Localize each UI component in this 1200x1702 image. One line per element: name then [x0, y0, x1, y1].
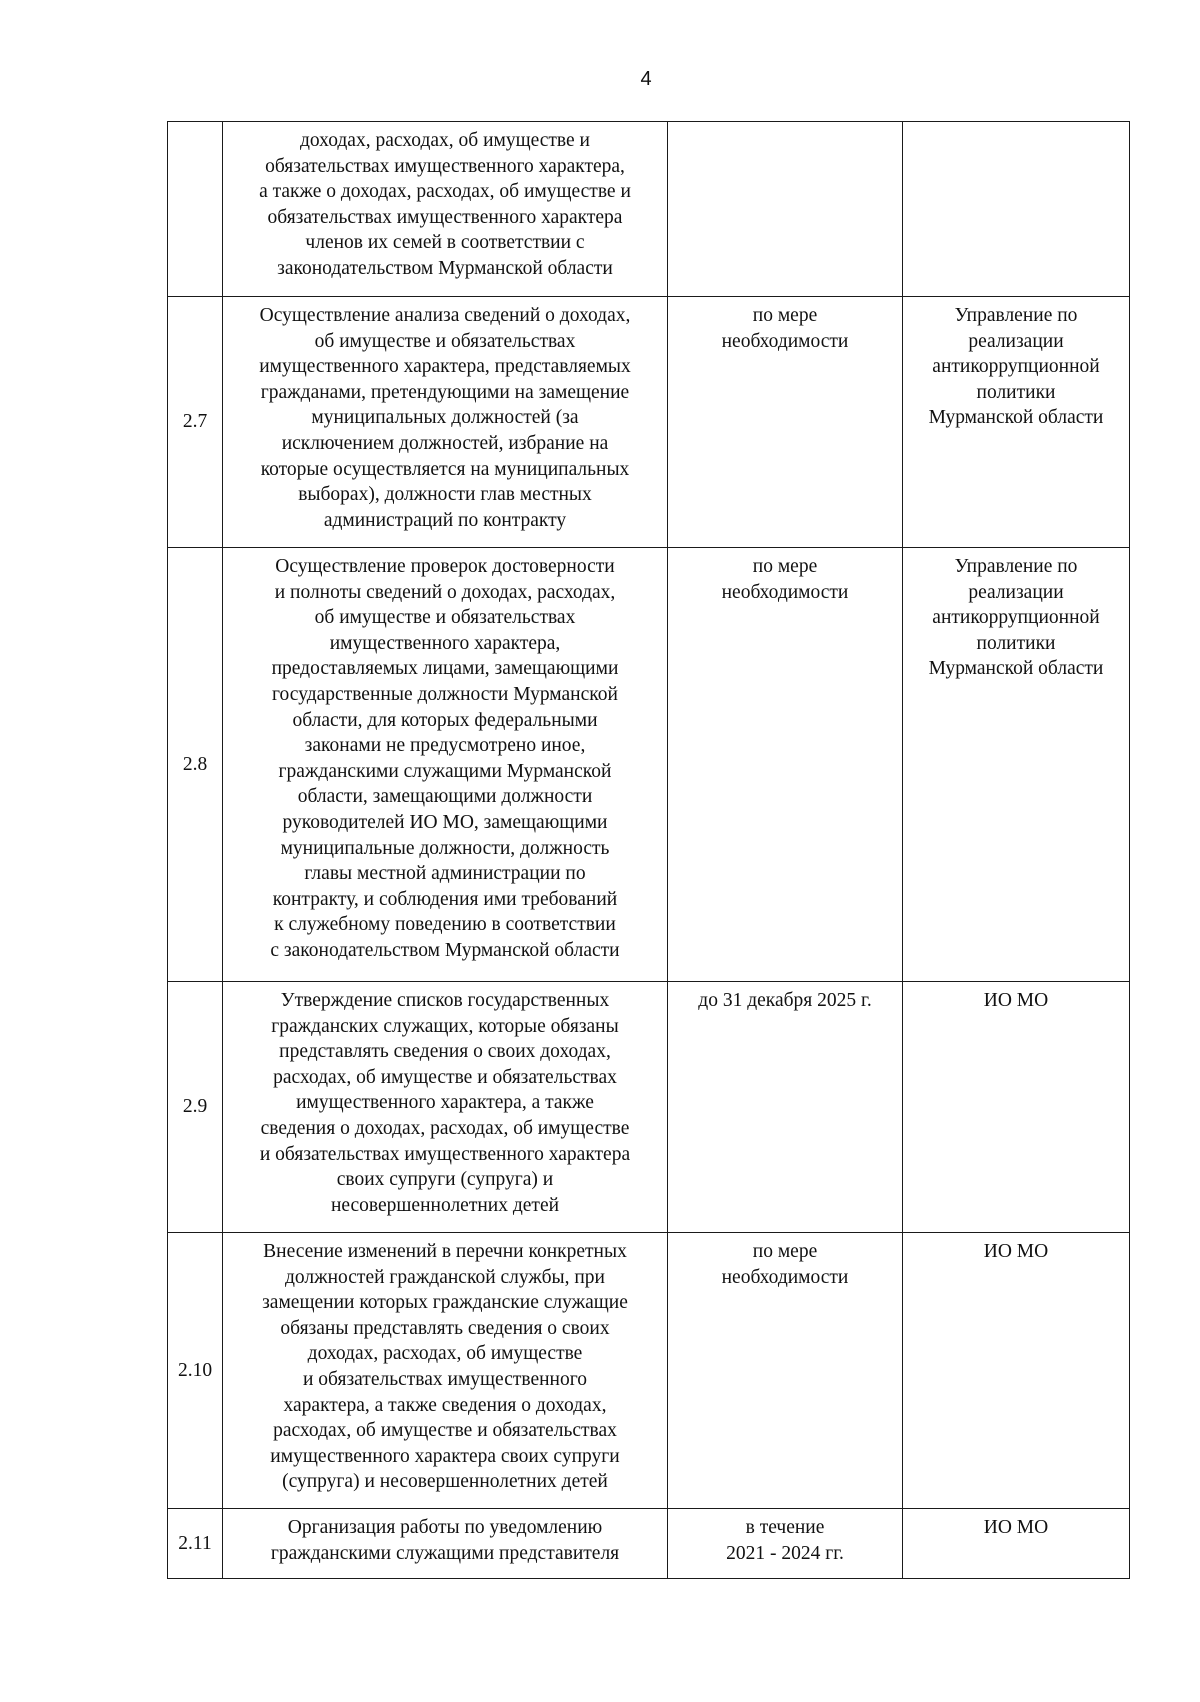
term-cell — [668, 122, 903, 297]
term-text: по мере необходимости — [721, 305, 849, 352]
term-cell — [668, 548, 903, 982]
executor-text: ИО МО — [983, 1517, 1049, 1538]
executor-text: Управление по реализации антикоррупционной политики Мурманской области — [928, 305, 1104, 429]
executor-text: Управление по реализации антикоррупционной политики Мурманской области — [928, 556, 1104, 680]
term-cell — [668, 1233, 903, 1509]
executor-cell — [903, 1509, 1130, 1579]
table-row — [168, 1509, 1130, 1579]
term-cell — [668, 982, 903, 1233]
action-cell — [223, 548, 668, 982]
row-number-text: 2.7 — [182, 411, 208, 433]
row-number-text: 2.11 — [178, 1532, 212, 1554]
action-cell — [223, 1509, 668, 1579]
table-row — [168, 122, 1130, 297]
action-text: Осуществление анализа сведений о доходах, об имуществе и обязательствах имущественного характера, представляемых гражданами, претендующими на замещение муниципальных должностей (за исключением должностей, избрание на которые осуществляется на муниципальных выборах), должности глав местных администраций по контракту — [259, 305, 631, 531]
term-text: по мере необходимости — [721, 1241, 849, 1288]
table-row — [168, 548, 1130, 982]
row-number — [168, 122, 223, 297]
executor-cell — [903, 297, 1130, 548]
action-cell — [223, 297, 668, 548]
row-number-text: 2.9 — [182, 1096, 208, 1118]
row-number — [168, 297, 223, 548]
term-cell — [668, 297, 903, 548]
term-cell — [668, 1509, 903, 1579]
action-cell — [223, 982, 668, 1233]
term-text: в течение 2021 - 2024 гг. — [726, 1517, 844, 1564]
executor-text: ИО МО — [983, 990, 1049, 1011]
executor-cell — [903, 122, 1130, 297]
page-number: 4 — [640, 68, 652, 90]
row-number-text: 2.8 — [182, 753, 208, 775]
table-row — [168, 982, 1130, 1233]
action-text: Организация работы по уведомлению гражданскими служащими представителя — [270, 1517, 620, 1564]
row-number-text: 2.10 — [177, 1359, 213, 1381]
action-text: Осуществление проверок достоверности и полноты сведений о доходах, расходах, об имуществе и обязательствах имущественного характера, предоставляемых лицами, замещающими государственные должности Мурманской области, для которых федеральными законами не предусмотрено иное, гражданскими служащими Мурманской области, замещающими должности руководителей ИО МО, замещающими муниципальные должности, должность главы местной администрации по контракту, и соблюдения ими требований к служебному поведению в соответствии с законодательством Мурманской области — [270, 556, 620, 961]
executor-cell — [903, 1233, 1130, 1509]
action-text: Утверждение списков государственных гражданских служащих, которые обязаны представлять сведения о своих доходах, расходах, об имуществе и обязательствах имущественного характера, а также сведения о доходах, расходах, об имуществе и обязательствах имущественного характера своих супруги (супруга) и несовершеннолетних детей — [259, 990, 631, 1216]
row-number — [168, 1509, 223, 1579]
action-cell — [223, 1233, 668, 1509]
row-number — [168, 982, 223, 1233]
row-number — [168, 548, 223, 982]
action-text: Внесение изменений в перечни конкретных должностей гражданской службы, при замещении которых гражданские служащие обязаны представлять сведения о своих доходах, расходах, об имуществе и обязательствах имущественного характера, а также сведения о доходах, расходах, об имуществе и обязательствах имущественного характера своих супруги (супруга) и несовершеннолетних детей — [262, 1241, 628, 1493]
executor-cell — [903, 548, 1130, 982]
table-row — [168, 1233, 1130, 1509]
action-cell — [223, 122, 668, 297]
action-text: доходах, расходах, об имуществе и обязательствах имущественного характера, а также о доходах, расходах, об имуществе и обязательствах имущественного характера членов их семей в соответствии с законодательством Мурманской области — [259, 130, 631, 279]
table-row — [168, 297, 1130, 548]
measures-table — [167, 121, 1130, 1579]
term-text: по мере необходимости — [721, 556, 849, 603]
executor-cell — [903, 982, 1130, 1233]
row-number — [168, 1233, 223, 1509]
term-text: до 31 декабря 2025 г. — [698, 990, 872, 1011]
executor-text: ИО МО — [983, 1241, 1049, 1262]
